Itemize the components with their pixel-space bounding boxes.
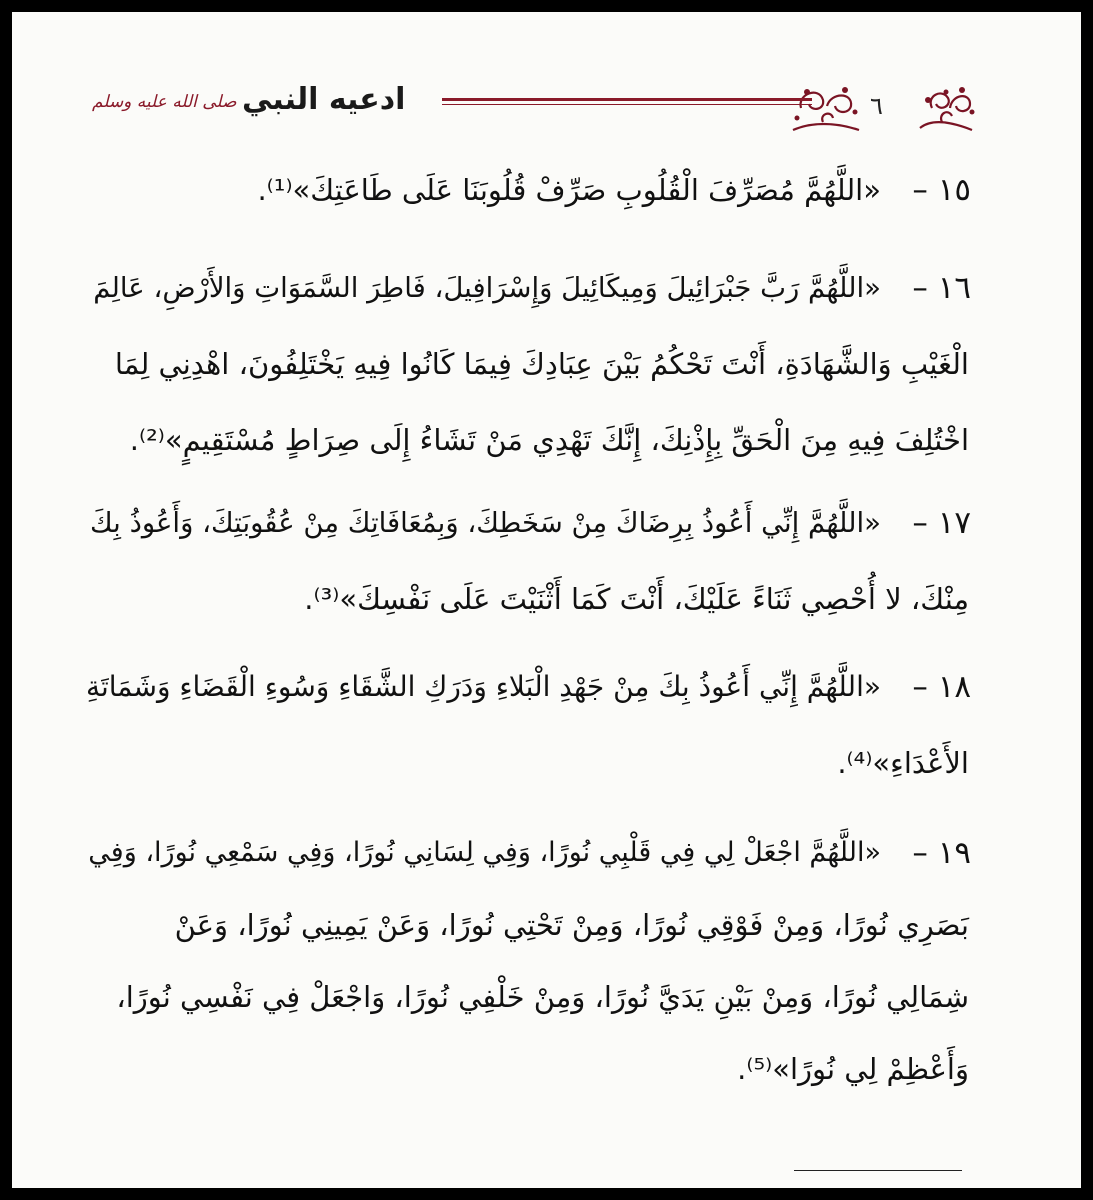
page-header — [12, 74, 1081, 144]
header-rule — [442, 98, 812, 108]
item-number: ١٦ – — [912, 270, 971, 306]
supplication-line: «اللَّهُمَّ مُصَرِّفَ الْقُلُوبِ صَرِّفْ قُلُوبَنَا عَلَى طَاعَتِكَ»⁽¹⁾. — [257, 173, 881, 207]
floral-ornament-icon — [787, 78, 865, 138]
supplication-line: اخْتُلِفَ فِيهِ مِنَ الْحَقِّ بِإِذْنِكَ، إِنَّكَ تَهْدِي مَنْ تَشَاءُ إِلَى صِرَاطٍ مُسْتَقِيمٍ»⁽²⁾. — [129, 423, 969, 457]
item-number: ١٩ – — [912, 835, 971, 871]
supplication-line: مِنْكَ، لا أُحْصِي ثَنَاءً عَلَيْكَ، أَنْتَ كَمَا أَثْنَيْتَ عَلَى نَفْسِكَ»⁽³⁾. — [304, 582, 969, 616]
item-number: ١٧ – — [912, 505, 971, 541]
item-number: ١٨ – — [912, 669, 971, 705]
supplication-line: «اللَّهُمَّ رَبَّ جَبْرَائِيلَ وَمِيكَائِيلَ وَإِسْرَافِيلَ، فَاطِرَ السَّمَوَاتِ وَالأَرْضِ، عَالِمَ — [93, 272, 881, 304]
book-title: ادعيه النبي — [242, 82, 406, 117]
supplication-line: وَأَعْظِمْ لِي نُورًا»⁽⁵⁾. — [737, 1052, 969, 1086]
supplication-line: «اللَّهُمَّ إِنِّي أَعُوذُ بِكَ مِنْ جَهْدِ الْبَلاءِ وَدَرَكِ الشَّقَاءِ وَسُوءِ الْقَضَاءِ وَشَمَاتَةِ — [85, 670, 881, 703]
floral-ornament-icon — [912, 78, 982, 138]
supplication-line: بَصَرِي نُورًا، وَمِنْ فَوْقِي نُورًا، وَمِنْ تَحْتِي نُورًا، وَعَنْ يَمِينِي نُورًا، وَعَنْ — [174, 908, 969, 942]
item-number: ١٥ – — [912, 172, 971, 208]
supplication-line: «اللَّهُمَّ إِنِّي أَعُوذُ بِرِضَاكَ مِنْ سَخَطِكَ، وَبِمُعَافَاتِكَ مِنْ عُقُوبَتِكَ، وَأَعُوذُ بِكَ — [90, 507, 881, 539]
page-number: ٦ — [870, 92, 883, 120]
book-page — [12, 12, 1081, 1188]
supplication-line: شِمَالِي نُورًا، وَمِنْ بَيْنِ يَدَيَّ نُورًا، وَمِنْ خَلْفِي نُورًا، وَاجْعَلْ فِي نَفْسِي نُورًا، — [116, 980, 969, 1014]
salutation-calligraphy: صلى الله عليه وسلم — [92, 92, 237, 112]
supplication-line: «اللَّهُمَّ اجْعَلْ لِي فِي قَلْبِي نُورًا، وَفِي لِسَانِي نُورًا، وَفِي سَمْعِي نُورًا، وَفِي — [88, 837, 881, 868]
supplication-line: الْغَيْبِ وَالشَّهَادَةِ، أَنْتَ تَحْكُمُ بَيْنَ عِبَادِكَ فِيمَا كَانُوا فِيهِ يَخْتَلِفُونَ، اهْدِنِي لِمَا — [114, 347, 969, 381]
footnote-separator — [794, 1170, 962, 1171]
supplication-line: الأَعْدَاءِ»⁽⁴⁾. — [837, 746, 969, 780]
